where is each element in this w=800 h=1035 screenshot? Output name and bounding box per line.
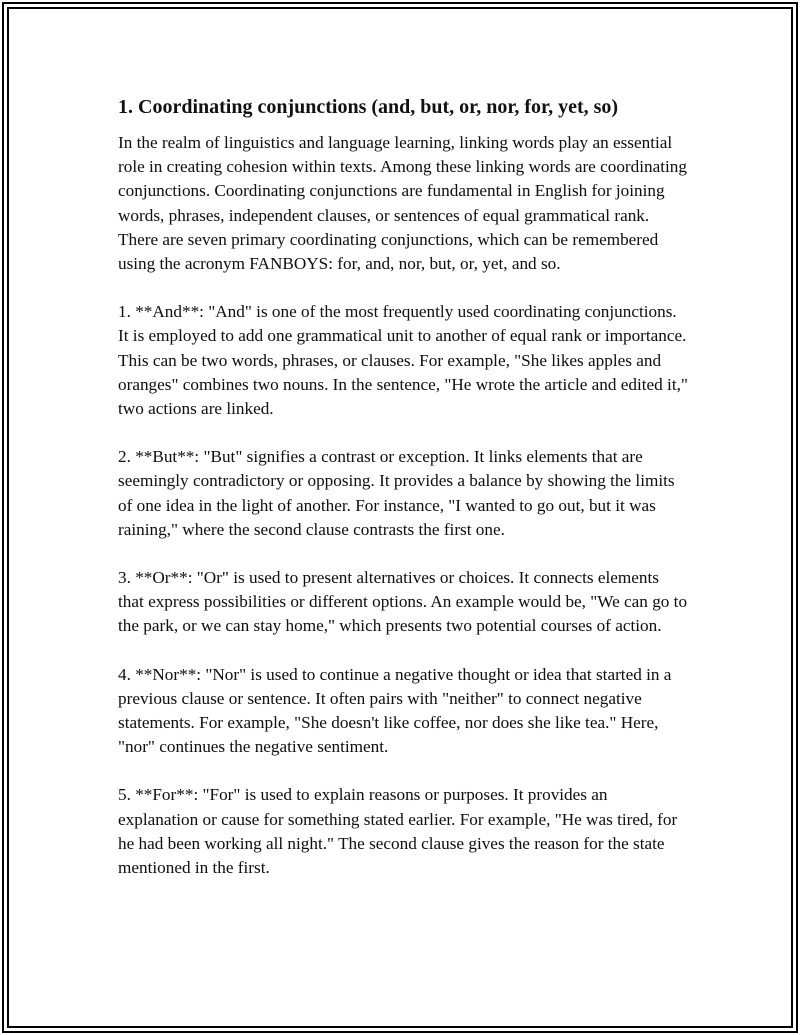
paragraph-but: 2. **But**: "But" signifies a contrast or exception. It links elements that are seemingly contradictory or opposing. It provides a balance by showing the limits of one idea in the light of another. For instance, "I wanted to go out, but it was raining," where the second clause contrasts the first one. [118,447,675,539]
document-body [118,93,688,904]
paragraph-intro: In the realm of linguistics and language learning, linking words play an essential role in creating cohesion within texts. Among these linking words are coordinating conjunctions. Coordinating conjunctions are fundamental in English for joining words, phrases, independent clauses, or sentences of equal grammatical rank. There are seven primary coordinating conjunctions, which can be remembered using the acronym FANBOYS: for, and, nor, but, or, yet, and so. [118,133,687,274]
paragraph-nor: 4. **Nor**: "Nor" is used to continue a negative thought or idea that started in a previous clause or sentence. It often pairs with "neither" to connect negative statements. For example, "She doesn't like coffee, nor does she like tea." Here, "nor" continues the negative sentiment. [118,664,672,757]
paragraph-or: 3. **Or**: "Or" is used to present alternatives or choices. It connects elements that express possibilities or different options. An example would be, "We can go to the park, or we can stay home," which presents two potential courses of action. [118,568,688,636]
paragraph-for: 5. **For**: "For" is used to explain reasons or purposes. It provides an explanation or cause for something stated earlier. For example, "He was tired, for he had been working all night." The second clause gives the reason for the state mentioned in the first. [118,785,678,878]
paragraph-and: 1. **And**: "And" is one of the most frequently used coordinating conjunctions. It is employed to add one grammatical unit to another of equal rank or importance. This can be two words, phrases, or clauses. For example, "She likes apples and oranges" combines two nouns. In the sentence, "He wrote the article and edited it," two actions are linked. [118,302,688,419]
section-heading: 1. Coordinating conjunctions (and, but, or, nor, for, yet, so) [118,96,619,118]
